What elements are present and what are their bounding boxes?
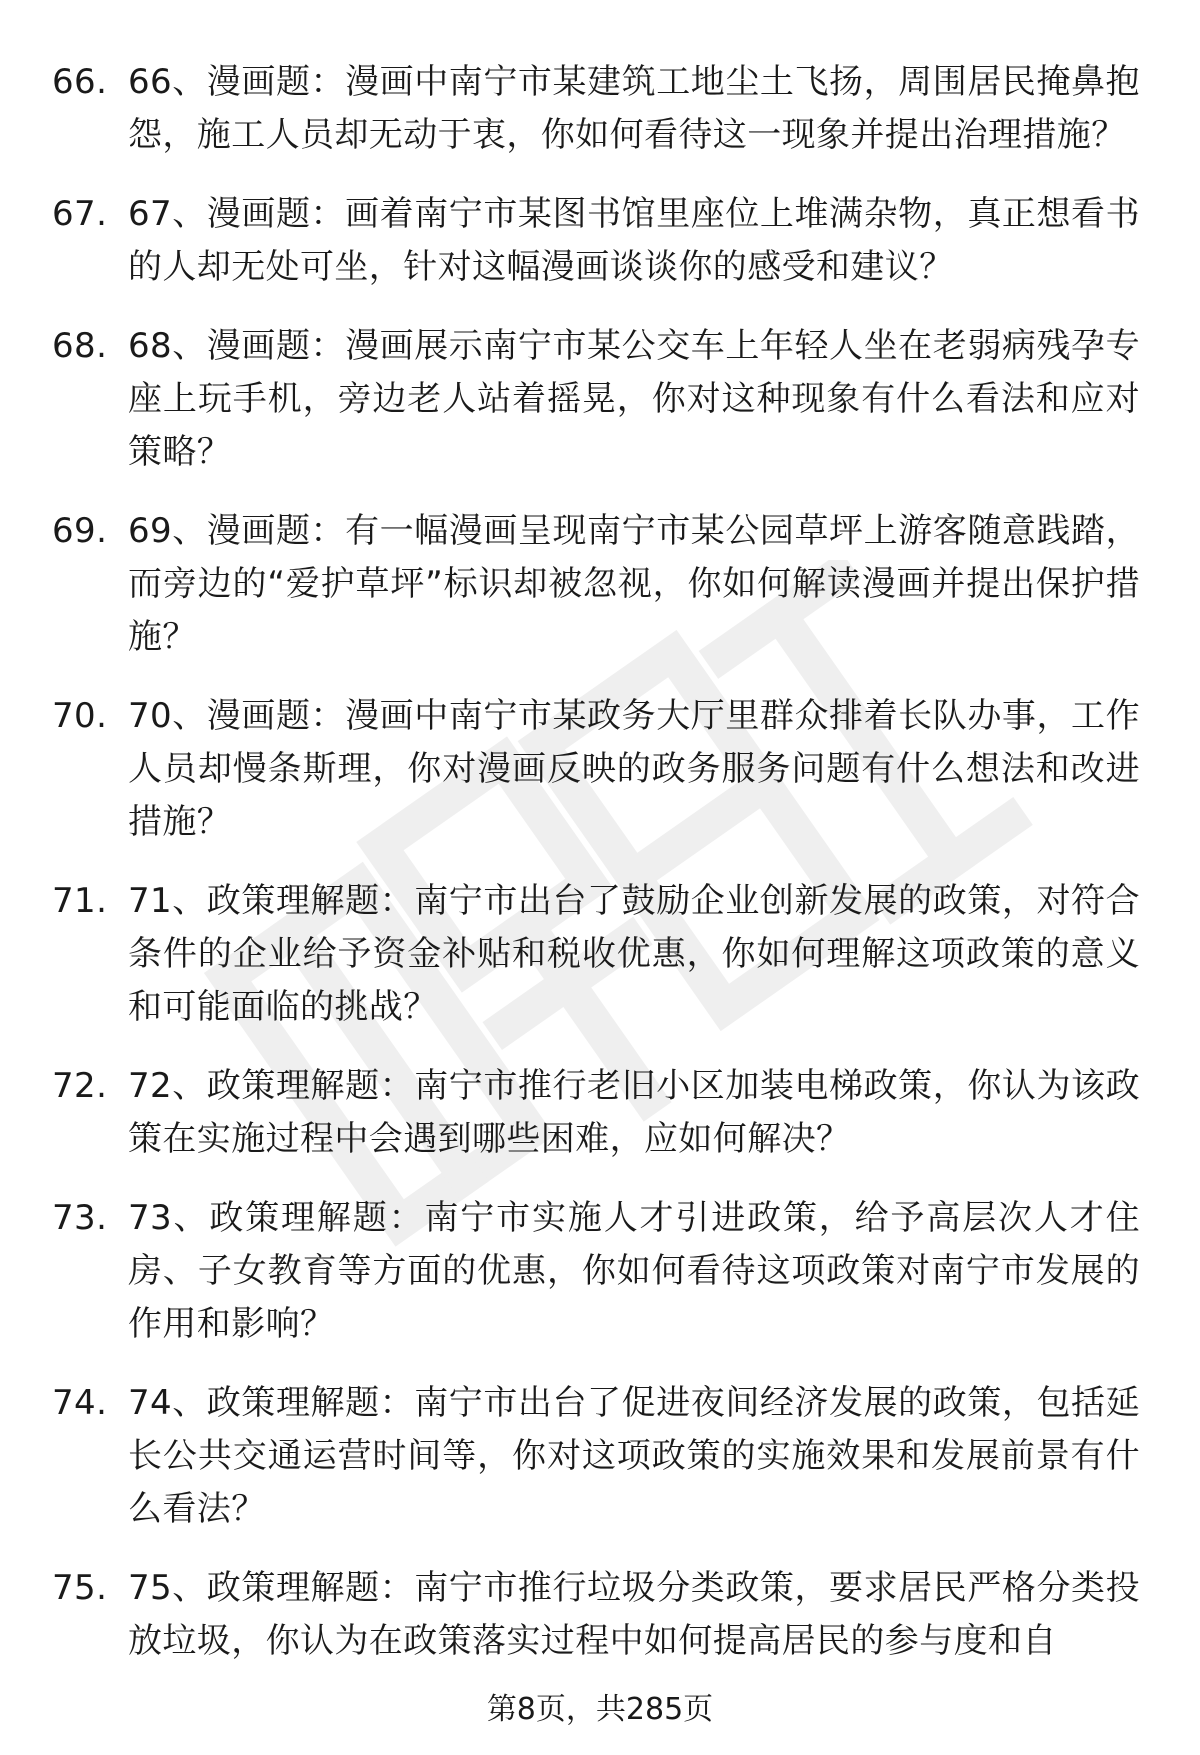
question-number: 72. — [52, 1066, 108, 1106]
question-number: 66. — [52, 62, 108, 102]
question-item — [0, 1377, 1200, 1536]
question-item — [0, 1060, 1200, 1166]
question-number: 67. — [52, 194, 108, 234]
question-number: 75. — [52, 1568, 108, 1608]
question-number: 71. — [52, 881, 108, 921]
question-text: 66、漫画题：漫画中南宁市某建筑工地尘土飞扬，周围居民掩鼻抱怨，施工人员却无动于衷，你如何看待这一现象并提出治理措施？ — [128, 62, 1140, 155]
question-item — [0, 1562, 1200, 1668]
question-item — [0, 56, 1200, 162]
question-text: 68、漫画题：漫画展示南宁市某公交车上年轻人坐在老弱病残孕专座上玩手机，旁边老人站着摇晃，你对这种现象有什么看法和应对策略？ — [128, 326, 1140, 472]
question-text: 73、政策理解题：南宁市实施人才引进政策，给予高层次人才住房、子女教育等方面的优惠，你如何看待这项政策对南宁市发展的作用和影响？ — [128, 1198, 1140, 1344]
question-item — [0, 1192, 1200, 1351]
question-text: 67、漫画题：画着南宁市某图书馆里座位上堆满杂物，真正想看书的人却无处可坐，针对这幅漫画谈谈你的感受和建议？ — [128, 194, 1140, 287]
question-text: 72、政策理解题：南宁市推行老旧小区加装电梯政策，你认为该政策在实施过程中会遇到哪些困难，应如何解决？ — [128, 1066, 1140, 1159]
question-item — [0, 188, 1200, 294]
question-text: 75、政策理解题：南宁市推行垃圾分类政策，要求居民严格分类投放垃圾，你认为在政策落实过程中如何提高居民的参与度和自 — [128, 1568, 1140, 1661]
question-item — [0, 505, 1200, 664]
question-text: 70、漫画题：漫画中南宁市某政务大厅里群众排着长队办事，工作人员却慢条斯理，你对漫画反映的政务服务问题有什么想法和改进措施？ — [128, 696, 1140, 842]
question-number: 68. — [52, 326, 108, 366]
question-number: 70. — [52, 696, 108, 736]
question-number: 73. — [52, 1198, 108, 1238]
question-item — [0, 690, 1200, 849]
question-text: 71、政策理解题：南宁市出台了鼓励企业创新发展的政策，对符合条件的企业给予资金补贴和税收优惠，你如何理解这项政策的意义和可能面临的挑战？ — [128, 881, 1140, 1027]
question-text: 74、政策理解题：南宁市出台了促进夜间经济发展的政策，包括延长公共交通运营时间等，你对这项政策的实施效果和发展前景有什么看法？ — [128, 1383, 1140, 1529]
question-item — [0, 320, 1200, 479]
question-number: 69. — [52, 511, 108, 551]
question-number: 74. — [52, 1383, 108, 1423]
question-list — [0, 56, 1200, 1668]
question-item — [0, 875, 1200, 1034]
question-text: 69、漫画题：有一幅漫画呈现南宁市某公园草坪上游客随意践踏，而旁边的“爱护草坪”标识却被忽视，你如何解读漫画并提出保护措施？ — [128, 511, 1140, 657]
page-footer: 第8页，共285页 — [486, 1692, 714, 1727]
